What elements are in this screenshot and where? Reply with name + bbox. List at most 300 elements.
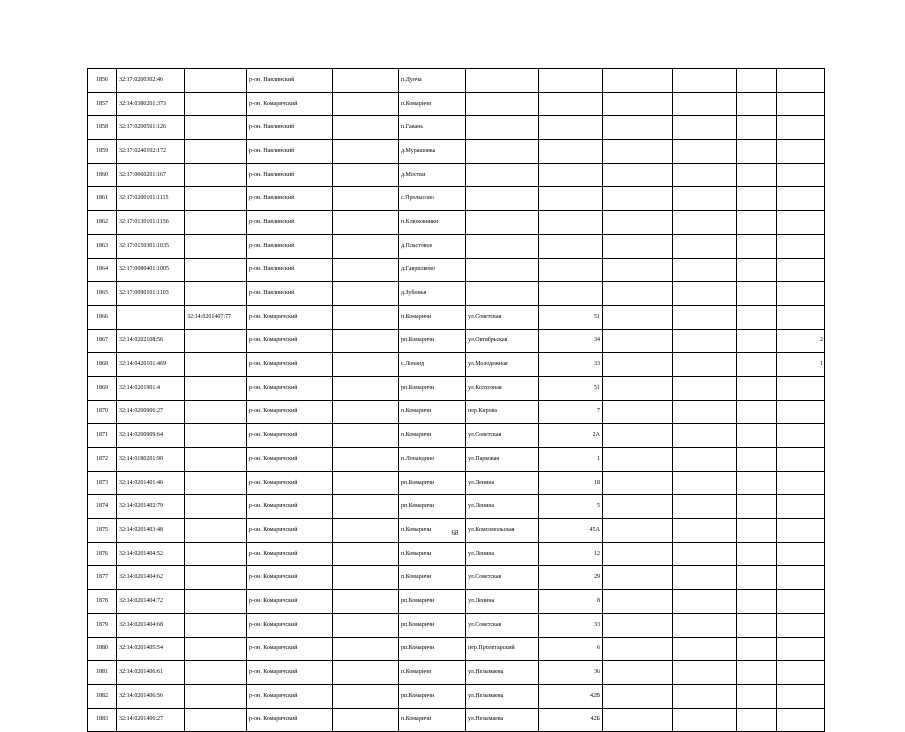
cell-blank-col [333, 282, 399, 306]
cell-district: р-он. Навлинский [247, 116, 333, 140]
cell-house: 8 [539, 590, 603, 614]
cell-cadastral-b [185, 69, 247, 93]
cell-locality: п.Комаричи [399, 566, 466, 590]
cell-cadastral-a: 32:14:0201404:62 [117, 566, 185, 590]
cell-locality: д.Зубонья [399, 282, 466, 306]
cell-idx: 1880 [88, 637, 117, 661]
cell-extra [777, 637, 825, 661]
cell-cadastral-b [185, 400, 247, 424]
cell-idx: 1873 [88, 471, 117, 495]
cell-district: р-он. Комаричский [247, 353, 333, 377]
cell-idx: 1878 [88, 590, 117, 614]
cell-locality: рп.Комаричи [399, 613, 466, 637]
cell-blank-col [333, 448, 399, 472]
cell-col11 [737, 684, 777, 708]
cell-blank-col [333, 353, 399, 377]
cell-district: р-он. Комаричский [247, 92, 333, 116]
cell-col11 [737, 305, 777, 329]
cell-col9 [603, 92, 673, 116]
cell-col10 [673, 613, 737, 637]
cell-col9 [603, 471, 673, 495]
cell-cadastral-a: 32:14:0201406:56 [117, 684, 185, 708]
cell-street [466, 187, 539, 211]
cell-col10 [673, 353, 737, 377]
cell-idx: 1859 [88, 140, 117, 164]
cell-extra [777, 69, 825, 93]
cell-col10 [673, 708, 737, 732]
cell-extra [777, 684, 825, 708]
cell-cadastral-b [185, 637, 247, 661]
cell-cadastral-b [185, 92, 247, 116]
cell-locality: п.Комаричи [399, 708, 466, 732]
cell-locality: рп.Комаричи [399, 495, 466, 519]
cell-locality: п.Комаричи [399, 542, 466, 566]
cell-blank-col [333, 590, 399, 614]
cell-district: р-он. Навлинский [247, 187, 333, 211]
table-row [88, 211, 825, 235]
cell-house: 7 [539, 400, 603, 424]
cell-street: ул.Советская [466, 424, 539, 448]
cell-house: 34 [539, 329, 603, 353]
cell-cadastral-a: 32:14:0200906:27 [117, 400, 185, 424]
cell-cadastral-b [185, 234, 247, 258]
cell-street: ул.Ленина [466, 471, 539, 495]
cell-blank-col [333, 69, 399, 93]
cell-locality: рп.Комаричи [399, 637, 466, 661]
cell-street: ул.Комсомольская [466, 519, 539, 543]
cell-col9 [603, 400, 673, 424]
cell-col11 [737, 163, 777, 187]
cell-cadastral-a: 32:14:0201404:68 [117, 613, 185, 637]
cell-idx: 1862 [88, 211, 117, 235]
cell-district: р-он. Комаричский [247, 329, 333, 353]
cell-cadastral-a: 32:14:0201404:52 [117, 542, 185, 566]
cell-cadastral-b [185, 708, 247, 732]
cell-cadastral-b [185, 424, 247, 448]
cell-col11 [737, 116, 777, 140]
cell-district: р-он. Комаричский [247, 566, 333, 590]
cell-street: ул.Колхозная [466, 376, 539, 400]
cell-col9 [603, 234, 673, 258]
cell-locality: рп.Комаричи [399, 471, 466, 495]
cell-street: ул.Советская [466, 613, 539, 637]
cell-col10 [673, 637, 737, 661]
cell-street: ул.Ленина [466, 495, 539, 519]
cell-street: ул.Ленина [466, 590, 539, 614]
cell-col10 [673, 684, 737, 708]
cell-extra [777, 376, 825, 400]
cell-col11 [737, 353, 777, 377]
cell-cadastral-a: 32:14:0380201:373 [117, 92, 185, 116]
cell-col11 [737, 282, 777, 306]
table-row [88, 329, 825, 353]
cell-idx: 1867 [88, 329, 117, 353]
cell-col9 [603, 613, 673, 637]
cell-cadastral-a: 32:14:0201406:27 [117, 708, 185, 732]
table-row [88, 708, 825, 732]
cell-district: р-он. Комаричский [247, 684, 333, 708]
cell-house [539, 69, 603, 93]
table-row [88, 116, 825, 140]
table-row [88, 613, 825, 637]
cell-blank-col [333, 637, 399, 661]
cell-extra [777, 211, 825, 235]
cell-blank-col [333, 163, 399, 187]
cell-locality: п.Комаричи [399, 519, 466, 543]
table-row [88, 234, 825, 258]
cell-extra [777, 140, 825, 164]
cell-cadastral-b [185, 329, 247, 353]
table-row [88, 400, 825, 424]
cell-col11 [737, 211, 777, 235]
table-row [88, 258, 825, 282]
cell-idx: 1856 [88, 69, 117, 93]
cell-col11 [737, 376, 777, 400]
table-row [88, 163, 825, 187]
cell-cadastral-b: 32:14:0201407:77 [185, 305, 247, 329]
cell-locality: с.Лопанд [399, 353, 466, 377]
cell-district: р-он. Комаричский [247, 661, 333, 685]
cell-col10 [673, 92, 737, 116]
cell-col10 [673, 282, 737, 306]
table-row [88, 471, 825, 495]
cell-cadastral-b [185, 519, 247, 543]
cell-district: р-он. Комаричский [247, 471, 333, 495]
cell-idx: 1879 [88, 613, 117, 637]
cell-col9 [603, 590, 673, 614]
cell-idx: 1869 [88, 376, 117, 400]
table-row [88, 542, 825, 566]
cell-col9 [603, 637, 673, 661]
cell-col10 [673, 400, 737, 424]
cell-district: р-он. Навлинский [247, 282, 333, 306]
cell-idx: 1872 [88, 448, 117, 472]
cell-locality: д.Мостки [399, 163, 466, 187]
cell-idx: 1868 [88, 353, 117, 377]
cell-col9 [603, 282, 673, 306]
cell-cadastral-b [185, 661, 247, 685]
cell-col11 [737, 613, 777, 637]
cell-col10 [673, 329, 737, 353]
cell-extra [777, 92, 825, 116]
cell-col11 [737, 424, 777, 448]
cell-blank-col [333, 234, 399, 258]
cell-street: ул.Незымаева [466, 661, 539, 685]
cell-locality: п.Комаричи [399, 424, 466, 448]
cell-idx: 1870 [88, 400, 117, 424]
cell-extra [777, 163, 825, 187]
cell-cadastral-a: 32:17:0200101:1115 [117, 187, 185, 211]
cell-blank-col [333, 187, 399, 211]
cell-district: р-он. Комаричский [247, 424, 333, 448]
cell-idx: 1866 [88, 305, 117, 329]
cell-house: 51 [539, 305, 603, 329]
cell-col9 [603, 684, 673, 708]
cell-cadastral-b [185, 187, 247, 211]
cell-cadastral-b [185, 471, 247, 495]
cell-cadastral-a: 32:14:0180201:90 [117, 448, 185, 472]
cell-col9 [603, 305, 673, 329]
cell-district: р-он. Комаричский [247, 376, 333, 400]
cell-blank-col [333, 661, 399, 685]
cell-blank-col [333, 708, 399, 732]
cell-extra [777, 282, 825, 306]
cell-col11 [737, 400, 777, 424]
cell-district: р-он. Комаричский [247, 613, 333, 637]
cell-locality: п.Лопандино [399, 448, 466, 472]
cell-col11 [737, 258, 777, 282]
cell-col9 [603, 566, 673, 590]
cell-col9 [603, 329, 673, 353]
cell-locality: д.Гаврилково [399, 258, 466, 282]
cell-street [466, 116, 539, 140]
cell-extra: 1 [777, 353, 825, 377]
cell-col10 [673, 471, 737, 495]
cell-blank-col [333, 400, 399, 424]
cell-col10 [673, 542, 737, 566]
cell-street [466, 140, 539, 164]
cell-locality: рп.Комаричи [399, 590, 466, 614]
cell-col9 [603, 376, 673, 400]
cell-blank-col [333, 92, 399, 116]
cell-cadastral-b [185, 258, 247, 282]
cell-cadastral-a: 32:17:0240102:172 [117, 140, 185, 164]
cell-col10 [673, 495, 737, 519]
cell-idx: 1860 [88, 163, 117, 187]
cell-col10 [673, 163, 737, 187]
cell-house: 36 [539, 661, 603, 685]
cell-col10 [673, 69, 737, 93]
cell-extra: 2 [777, 329, 825, 353]
cell-house: 2А [539, 424, 603, 448]
cell-col11 [737, 590, 777, 614]
cell-cadastral-a: 32:17:0150301:1035 [117, 234, 185, 258]
cell-street: ул.Незымаева [466, 684, 539, 708]
cell-cadastral-a: 32:14:0201406:61 [117, 661, 185, 685]
cell-blank-col [333, 471, 399, 495]
cell-extra [777, 234, 825, 258]
register-table-body [88, 69, 825, 732]
cell-street [466, 211, 539, 235]
cell-cadastral-b [185, 566, 247, 590]
table-row [88, 140, 825, 164]
cell-blank-col [333, 140, 399, 164]
table-row [88, 282, 825, 306]
cell-cadastral-b [185, 140, 247, 164]
cell-idx: 1858 [88, 116, 117, 140]
cell-district: р-он. Комаричский [247, 400, 333, 424]
cell-col9 [603, 353, 673, 377]
cell-street: ул.Октябрьская [466, 329, 539, 353]
cell-col10 [673, 566, 737, 590]
cell-cadastral-b [185, 613, 247, 637]
cell-extra [777, 613, 825, 637]
cell-col9 [603, 448, 673, 472]
cell-idx: 1876 [88, 542, 117, 566]
cell-district: р-он. Комаричский [247, 542, 333, 566]
cell-col9 [603, 69, 673, 93]
cell-col10 [673, 234, 737, 258]
cell-cadastral-b [185, 211, 247, 235]
cell-house [539, 163, 603, 187]
cell-idx: 1863 [88, 234, 117, 258]
cell-cadastral-a: 32:17:0200501:126 [117, 116, 185, 140]
table-row [88, 661, 825, 685]
cell-idx: 1874 [88, 495, 117, 519]
cell-col9 [603, 211, 673, 235]
cell-idx: 1871 [88, 424, 117, 448]
cell-extra [777, 448, 825, 472]
cell-house: 29 [539, 566, 603, 590]
cell-col11 [737, 448, 777, 472]
cell-extra [777, 400, 825, 424]
cell-cadastral-b [185, 684, 247, 708]
cell-street: ул.Парковая [466, 448, 539, 472]
cell-locality: п.Клюковники [399, 211, 466, 235]
cell-col11 [737, 708, 777, 732]
cell-idx: 1861 [88, 187, 117, 211]
cell-cadastral-a: 32:14:0420101:469 [117, 353, 185, 377]
table-row [88, 424, 825, 448]
cell-col11 [737, 329, 777, 353]
cell-col11 [737, 495, 777, 519]
table-row [88, 590, 825, 614]
cell-col9 [603, 519, 673, 543]
cell-cadastral-a: 32:14:0201401:46 [117, 471, 185, 495]
cell-extra [777, 187, 825, 211]
cell-extra [777, 495, 825, 519]
cell-idx: 1875 [88, 519, 117, 543]
cell-extra [777, 708, 825, 732]
cell-blank-col [333, 258, 399, 282]
cell-district: р-он. Навлинский [247, 69, 333, 93]
cell-blank-col [333, 211, 399, 235]
cell-extra [777, 305, 825, 329]
cell-house: 6 [539, 637, 603, 661]
cell-extra [777, 116, 825, 140]
cell-cadastral-a: 32:17:0130101:1156 [117, 211, 185, 235]
cell-district: р-он. Навлинский [247, 211, 333, 235]
cell-street: ул.Советская [466, 305, 539, 329]
cell-extra [777, 471, 825, 495]
cell-blank-col [333, 116, 399, 140]
cell-blank-col [333, 376, 399, 400]
cell-district: р-он. Навлинский [247, 234, 333, 258]
cell-street [466, 234, 539, 258]
cell-blank-col [333, 329, 399, 353]
cell-col9 [603, 140, 673, 164]
cell-extra [777, 542, 825, 566]
cell-cadastral-a: 32:14:0201405:54 [117, 637, 185, 661]
cell-cadastral-a: 32:14:0201901:4 [117, 376, 185, 400]
cell-cadastral-a: 32:14:0201404:72 [117, 590, 185, 614]
table-row [88, 305, 825, 329]
cell-cadastral-a: 32:14:0201403:48 [117, 519, 185, 543]
cell-street: пер.Пролетарский [466, 637, 539, 661]
cell-idx: 1881 [88, 661, 117, 685]
cell-extra [777, 566, 825, 590]
cell-col10 [673, 116, 737, 140]
cell-district: р-он. Комаричский [247, 590, 333, 614]
cell-col10 [673, 376, 737, 400]
table-row [88, 448, 825, 472]
cell-district: р-он. Комаричский [247, 495, 333, 519]
cell-locality: д.Мурашовка [399, 140, 466, 164]
cell-col9 [603, 187, 673, 211]
cell-cadastral-b [185, 448, 247, 472]
cell-street [466, 92, 539, 116]
cell-cadastral-a: 32:14:0201402:79 [117, 495, 185, 519]
cell-idx: 1882 [88, 684, 117, 708]
cell-house: 12 [539, 542, 603, 566]
cell-col10 [673, 590, 737, 614]
cell-locality: п.Комаричи [399, 305, 466, 329]
cell-cadastral-b [185, 116, 247, 140]
cell-col9 [603, 542, 673, 566]
cell-col11 [737, 187, 777, 211]
cell-idx: 1877 [88, 566, 117, 590]
cell-extra [777, 590, 825, 614]
cell-cadastral-a: 32:17:0060201:167 [117, 163, 185, 187]
cell-col11 [737, 542, 777, 566]
table-row [88, 637, 825, 661]
cell-house [539, 282, 603, 306]
cell-cadastral-a: 32:14:0202108:56 [117, 329, 185, 353]
cell-col11 [737, 661, 777, 685]
cell-district: р-он. Комаричский [247, 637, 333, 661]
cell-district: р-он. Навлинский [247, 258, 333, 282]
cell-locality: рп.Комаричи [399, 329, 466, 353]
cell-district: р-он. Навлинский [247, 140, 333, 164]
cell-district: р-он. Комаричский [247, 519, 333, 543]
cell-blank-col [333, 424, 399, 448]
cell-blank-col [333, 684, 399, 708]
cell-col9 [603, 708, 673, 732]
cell-blank-col [333, 305, 399, 329]
cell-idx: 1864 [88, 258, 117, 282]
cell-cadastral-b [185, 282, 247, 306]
cell-locality: д.Пластовое [399, 234, 466, 258]
table-row [88, 684, 825, 708]
cell-cadastral-a: 32:17:0090101:1103 [117, 282, 185, 306]
cell-col11 [737, 234, 777, 258]
cell-col10 [673, 211, 737, 235]
cell-cadastral-a: 32:17:0200302:46 [117, 69, 185, 93]
cell-idx: 1865 [88, 282, 117, 306]
cell-extra [777, 424, 825, 448]
cell-idx: 1857 [88, 92, 117, 116]
cell-col10 [673, 258, 737, 282]
cell-street: ул.Молодежная [466, 353, 539, 377]
cell-locality: рп.Комаричи [399, 376, 466, 400]
cell-blank-col [333, 566, 399, 590]
cell-house [539, 140, 603, 164]
cell-col9 [603, 258, 673, 282]
cell-col10 [673, 519, 737, 543]
cell-col11 [737, 471, 777, 495]
cell-district: р-он. Комаричский [247, 708, 333, 732]
cell-locality: рп.Комаричи [399, 684, 466, 708]
cell-locality: п.Гавань [399, 116, 466, 140]
cell-house [539, 116, 603, 140]
cell-house [539, 234, 603, 258]
cell-col10 [673, 187, 737, 211]
cell-col11 [737, 637, 777, 661]
cell-street [466, 282, 539, 306]
cell-house: 18 [539, 471, 603, 495]
cell-col9 [603, 495, 673, 519]
cell-blank-col [333, 519, 399, 543]
